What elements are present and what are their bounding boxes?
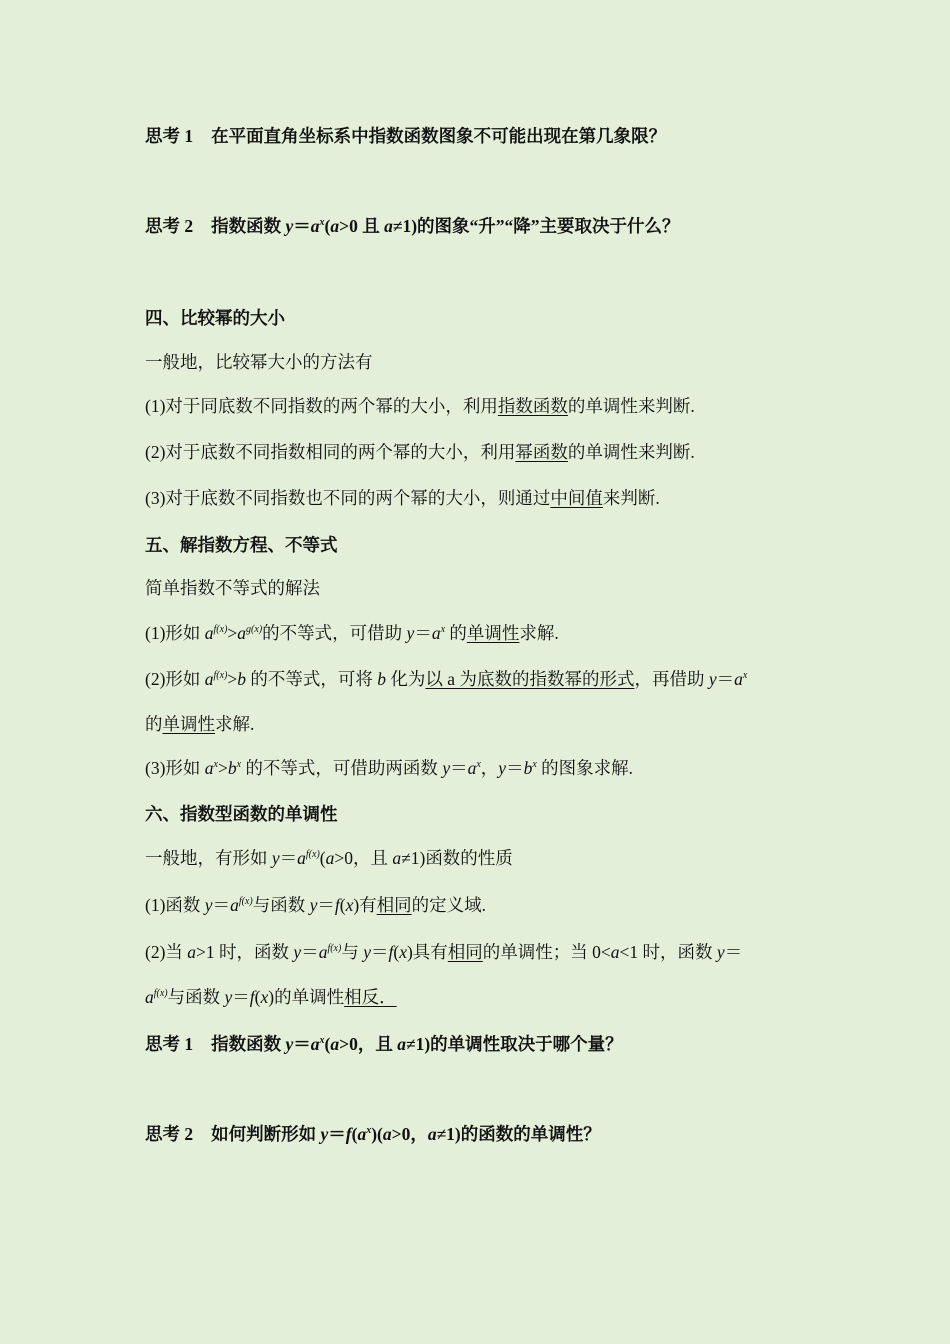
section-heading-4: 四、比较幂的大小 [145, 308, 285, 328]
section-6-item-2: (2)当 a>1 时，函数 $y=a^{f(x)}$与 y＝f(x)具有相同的单调性；当 0<a<1 时，函数 y＝ [145, 942, 743, 962]
underlined-answer: 相同 [376, 895, 412, 915]
underlined-answer: 相反． [344, 987, 397, 1007]
section-4-item-2: (2)对于底数不同指数相同的两个幂的大小，利用幂函数的单调性来判断. [145, 442, 695, 462]
section-5-item-2: (2)形如 $a^{f(x)}>b$ 的不等式，可将 b 化为以 a 为底数的指数幂的形式，再借助 $y=a^x$ [145, 669, 748, 689]
underlined-answer: 单调性 [162, 714, 215, 734]
think-label: 思考 2 [145, 1124, 194, 1144]
section-5-item-3: (3)形如 $a^x>b^x$ 的不等式，可借助两函数 $y=a^x$，$y=b^x$ 的图象求解. [145, 758, 634, 778]
think-label: 思考 1 [145, 1034, 194, 1054]
section-4-item-3: (3)对于底数不同指数也不同的两个幂的大小，则通过中间值来判断. [145, 488, 660, 508]
section-5-intro: 简单指数不等式的解法 [145, 578, 320, 598]
underlined-answer: 相同 [447, 942, 483, 962]
section-6-item-1: (1)函数 $y=a^{f(x)}$与函数 y＝f(x)有相同的定义域. [145, 895, 487, 915]
underlined-answer: 指数函数 [497, 396, 568, 416]
underlined-answer: 中间值 [550, 488, 603, 508]
think-question-3: 思考 1 指数函数 $y=a^x(a>0$，且 a≠1)的单调性取决于哪个量？ [145, 1034, 623, 1054]
section-heading-5: 五、解指数方程、不等式 [145, 535, 338, 555]
think-label: 思考 1 [145, 126, 194, 146]
underlined-answer: 单调性 [466, 623, 520, 643]
think-text: 在平面直角坐标系中指数函数图象不可能出现在第几象限？ [211, 126, 667, 146]
section-6-item-2-cont: $a^{f(x)}$与函数 y＝f(x)的单调性相反． [145, 987, 397, 1007]
section-6-intro: 一般地，有形如 $y=a^{f(x)}(a>0$，且 a≠1)函数的性质 [145, 848, 513, 868]
section-4-intro: 一般地，比较幂大小的方法有 [145, 352, 373, 372]
section-heading-6: 六、指数型函数的单调性 [145, 804, 338, 824]
think-question-2: 思考 2 指数函数 $y=a^x(a>0$ 且 a≠1)的图象“升”“降”主要取决于什么？ [145, 216, 680, 236]
section-4-item-1: (1)对于同底数不同指数的两个幂的大小，利用指数函数的单调性来判断. [145, 396, 695, 416]
think-question-4: 思考 2 如何判断形如 $y=f(a^x)(a>0$，a≠1)的函数的单调性？ [145, 1124, 601, 1144]
underlined-answer: 幂函数 [515, 442, 568, 462]
think-label: 思考 2 [145, 216, 194, 236]
section-5-item-2-cont: 的单调性求解. [145, 714, 255, 734]
think-question-1 [145, 124, 810, 148]
section-5-item-1: (1)形如 $a^{f(x)}>a^{g(x)}$的不等式，可借助 $y=a^x$ 的单调性求解. [145, 623, 559, 643]
underlined-answer: 以 a 为底数的指数幂的形式 [425, 669, 635, 689]
